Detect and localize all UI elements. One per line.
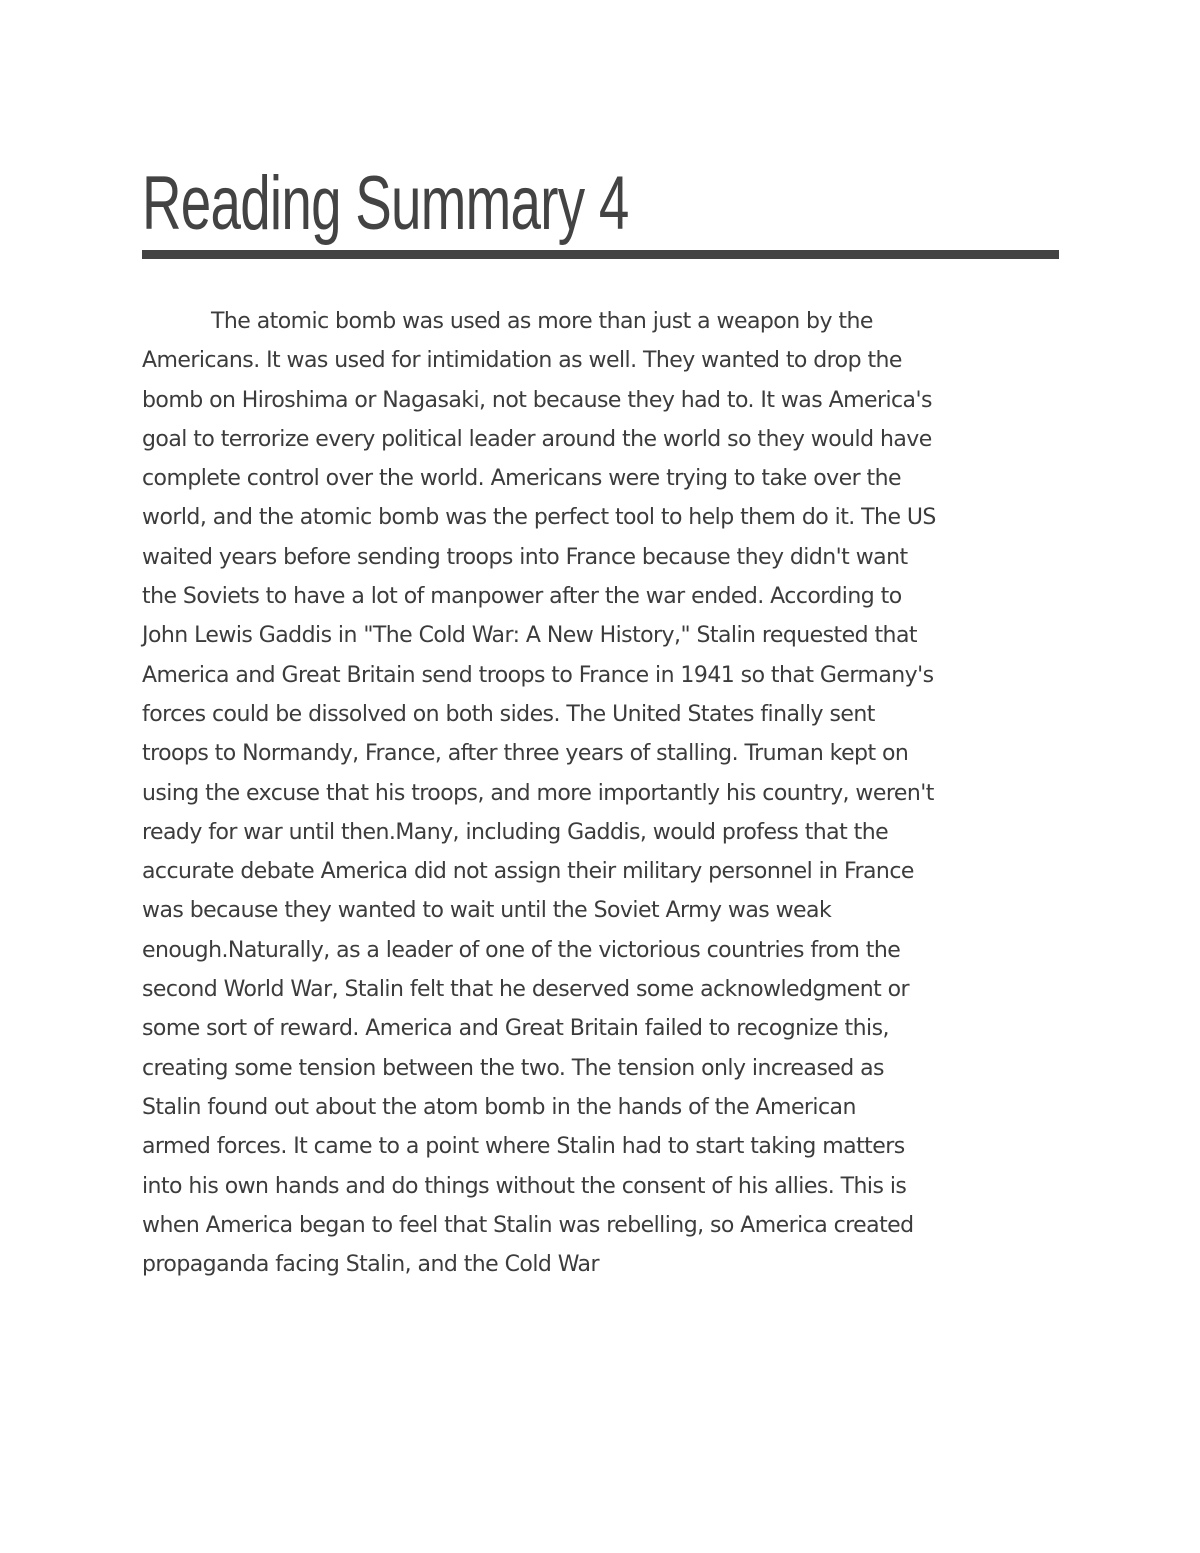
paragraph-line: was because they wanted to wait until the Soviet Army was weak [142,898,832,924]
paragraph-line: creating some tension between the two. The tension only increased as [142,1055,884,1081]
summary-paragraph [142,302,1062,1284]
paragraph-line: propaganda facing Stalin, and the Cold War [142,1252,599,1278]
title-underline-rule [142,250,1059,259]
document-title: Reading Summary 4 [142,161,629,246]
paragraph-line: second World War, Stalin felt that he deserved some acknowledgment or [142,977,910,1003]
paragraph-line: The atomic bomb was used as more than just a weapon by the [211,309,873,334]
paragraph-line: Americans. It was used for intimidation as well. They wanted to drop the [142,348,902,374]
paragraph-line: when America began to feel that Stalin was rebelling, so America created [142,1212,914,1238]
paragraph-line: John Lewis Gaddis in "The Cold War: A New History," Stalin requested that [142,623,917,649]
paragraph-line: goal to terrorize every political leader around the world so they would have [142,426,932,452]
paragraph-line: waited years before sending troops into France because they didn't want [142,544,908,570]
paragraph-line: ready for war until then.Many, including Gaddis, would profess that the [142,819,889,845]
paragraph-line: troops to Normandy, France, after three years of stalling. Truman kept on [142,741,909,767]
paragraph-line: the Soviets to have a lot of manpower after the war ended. According to [142,584,902,610]
paragraph-line: using the excuse that his troops, and more importantly his country, weren't [142,780,934,806]
paragraph-line: bomb on Hiroshima or Nagasaki, not because they had to. It was America's [142,387,932,413]
paragraph-line: accurate debate America did not assign their military personnel in France [142,859,914,885]
paragraph-line: world, and the atomic bomb was the perfect tool to help them do it. The US [142,505,936,531]
paragraph-line: enough.Naturally, as a leader of one of the victorious countries from the [142,937,901,963]
paragraph-line: Stalin found out about the atom bomb in the hands of the American [142,1094,856,1120]
paragraph-line: America and Great Britain send troops to France in 1941 so that Germany's [142,662,934,688]
paragraph-line: armed forces. It came to a point where Stalin had to start taking matters [142,1134,905,1160]
paragraph-line: into his own hands and do things without the consent of his allies. This is [142,1173,907,1199]
paragraph-line: complete control over the world. Americans were trying to take over the [142,466,901,492]
paragraph-line: forces could be dissolved on both sides. The United States finally sent [142,701,875,727]
paragraph-line: some sort of reward. America and Great Britain failed to recognize this, [142,1016,889,1042]
